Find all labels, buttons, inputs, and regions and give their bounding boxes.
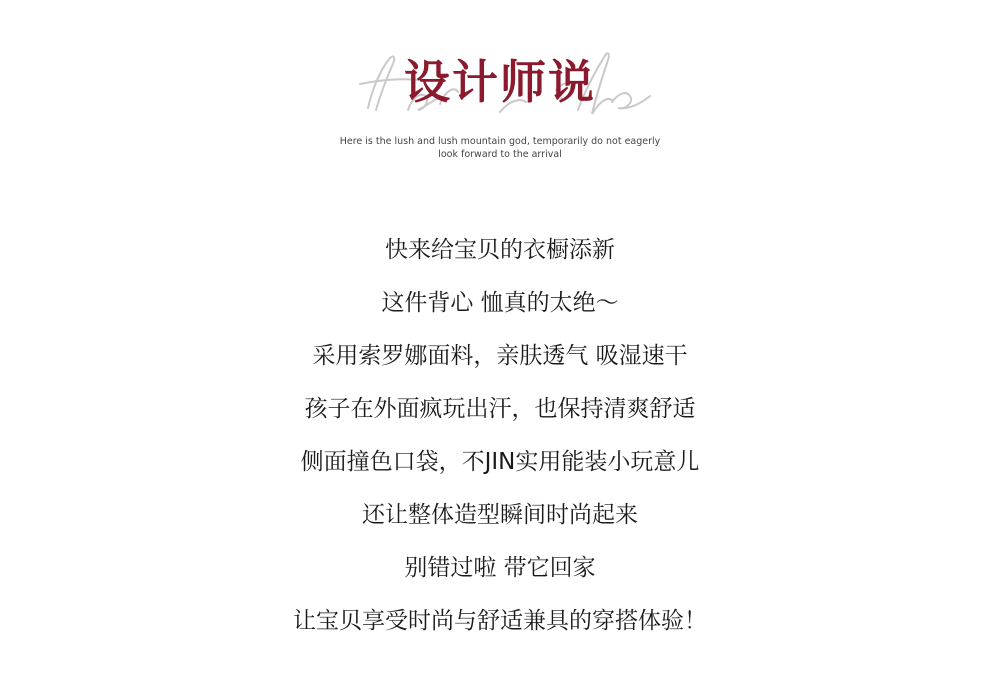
subtitle-line-1: Here is the lush and lush mountain god, temporarily do not eagerly [339, 136, 661, 147]
designer-says-header [0, 0, 1000, 170]
subtitle-line-2: look forward to the arrival [438, 149, 562, 160]
designer-description [0, 224, 1000, 648]
page-title: 设计师说 [404, 55, 596, 109]
description-line: 这件背心 恤真的太绝～ [381, 290, 619, 316]
description-line: 还让整体造型瞬间时尚起来 [362, 502, 638, 528]
description-line: 孩子在外面疯玩出汗，也保持清爽舒适 [304, 396, 696, 422]
description-line: 别错过啦 带它回家 [404, 555, 596, 581]
description-line: 快来给宝贝的衣橱添新 [385, 237, 615, 263]
description-line: 让宝贝享受时尚与舒适兼具的穿搭体验！ [293, 608, 707, 634]
description-line: 采用索罗娜面料，亲肤透气 吸湿速干 [312, 343, 688, 369]
description-line: 侧面撞色口袋，不JIN实用能装小玩意儿 [300, 449, 700, 475]
